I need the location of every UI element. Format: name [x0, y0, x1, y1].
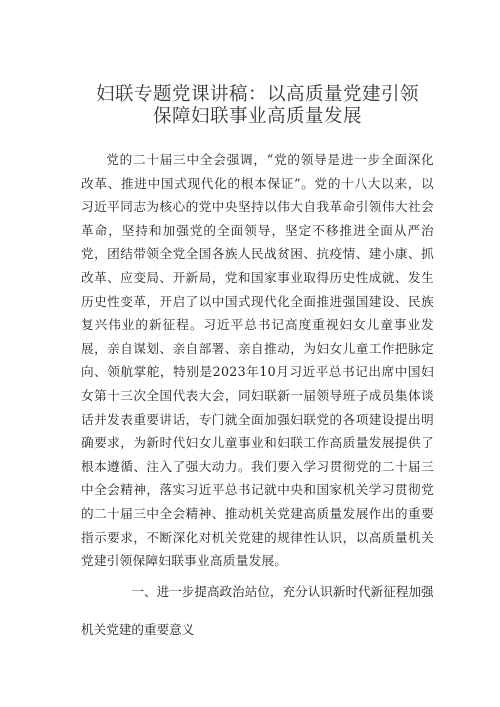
- paragraph-1: 党的二十届三中全会强调，“党的领导是进一步全面深化改革、推进中国式现代化的根本保证”。党的十八大以来，以习近平同志为核心的党中央坚持以伟大自我革命引领伟大社会革命，坚持和加强党的全面领导，坚定不移推进全面从严治党，团结带领全党全国各族人民战贫困、抗疫情、建小康、抓改革、应变局、开新局，党和国家事业取得历史性成就、发生历史性变革，开启了以中国式现代化全面推进强国建设、民族复兴伟业的新征程。习近平总书记高度重视妇女儿童事业发展，亲自谋划、亲自部署、亲自推动，为妇女儿童工作把脉定向、领航掌舵，特别是2023年10月习近平总书记出席中国妇女第十三次全国代表大会，同妇联新一届领导班子成员集体谈话并发表重要讲话，专门就全面加强妇联党的各项建设提出明确要求，为新时代妇女儿童事业和妇联工作高质量发展提供了根本遵循、注入了强大动力。我们要入学习贯彻党的二十届三中全会精神，落实习近平总书记就中央和国家机关学习贯彻党的二十届三中全会精神、推动机关党建高质量发展作出的重要指示要求，不断深化对机关党建的规律性认识，以高质量机关党建引领保障妇联事业高质量发展。: [81, 152, 434, 569]
- title-line-2: 保障妇联事业高质量发展: [152, 106, 362, 127]
- title-line-1: 妇联专题党课讲稿：以高质量党建引领: [95, 84, 419, 105]
- section-heading-1: 一、进一步提高政治站位，充分认识新时代新征程加强机关党建的重要意义: [81, 583, 434, 637]
- document-title: [81, 84, 434, 128]
